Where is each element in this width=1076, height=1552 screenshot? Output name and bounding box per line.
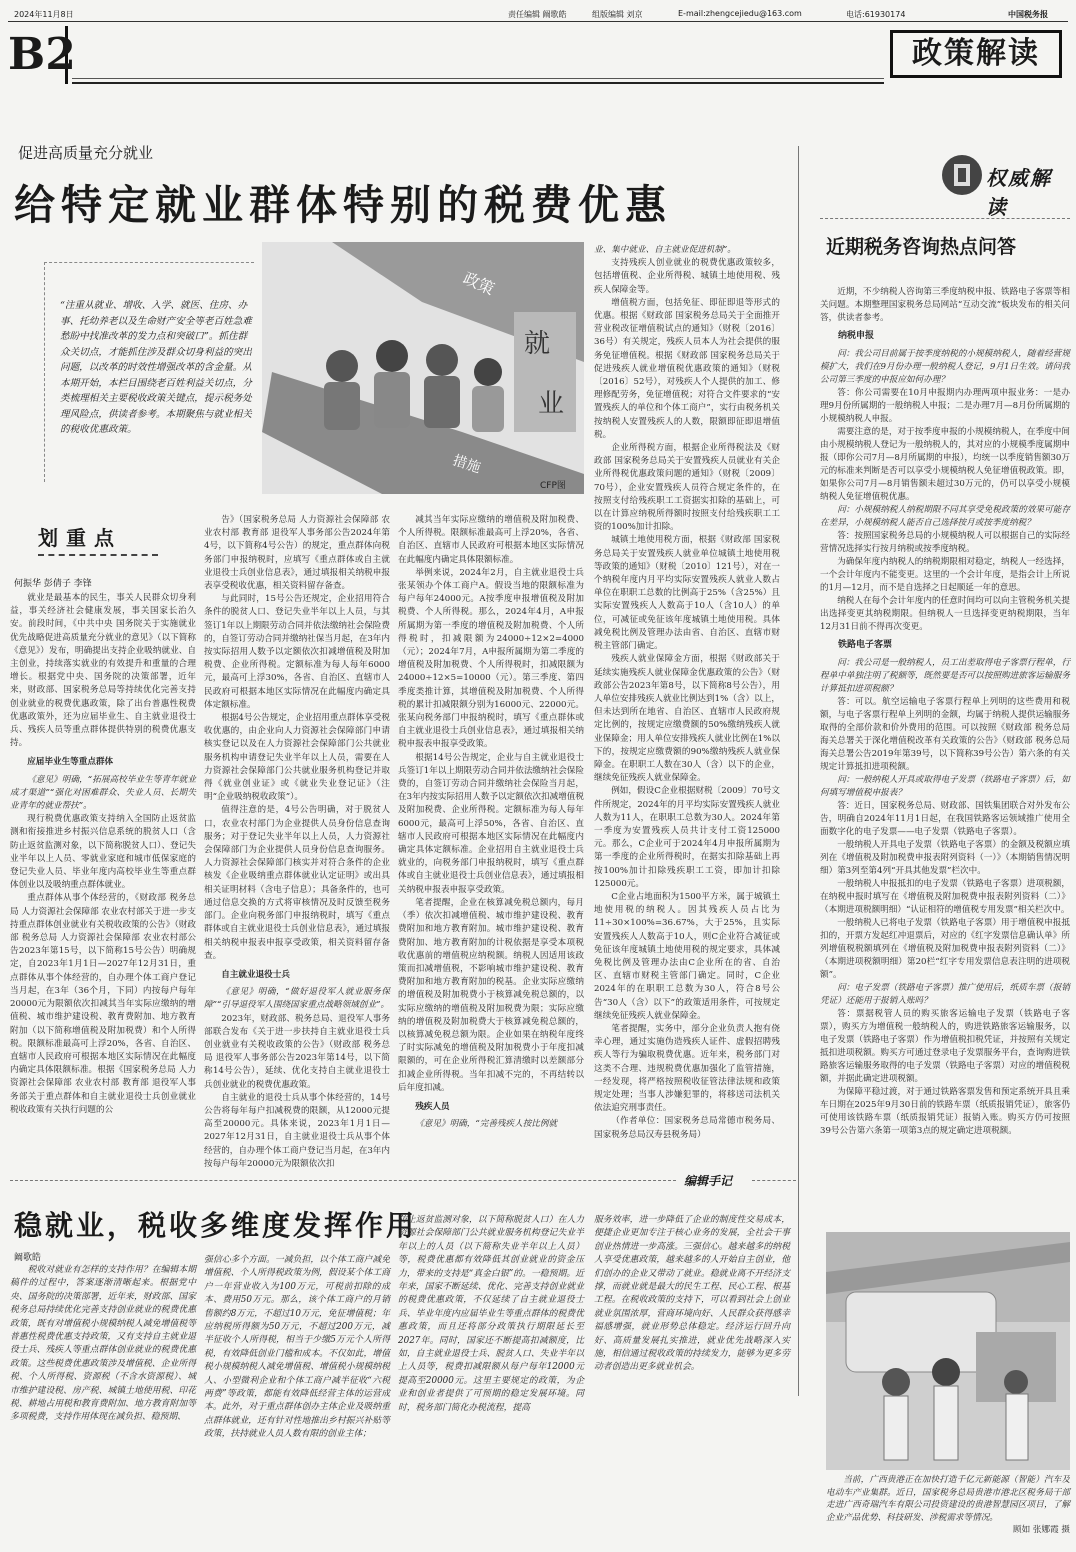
image-credit: CFP图	[540, 481, 566, 491]
answer: 纳税人在每个会计年度内的任意时间均可以向主管税务机关提出选择变更其纳税期限。但纳税人一旦选择变更纳税期限，当年12月31日前不得再次变更。	[820, 596, 1070, 632]
article-byline: 何振华 彭倩子 李锋	[14, 579, 92, 589]
editor-note-headline: 稳就业，税收多维度发挥作用	[14, 1209, 418, 1242]
column-intro-quote: “注重从就业、增收、入学、就医、住房、办事、托幼养老以及生命财产安全等老百姓急难愁盼中找准改革的发力点和突破口”。抓住群众关切点，才能抓住涉及群众切身利益的突出问题，以改革的时效性增强改革的含金量。从本期开始，本栏目围绕老百姓利益关切点，分类梳理相关主要税收政策关键点，提示税务处理风险点，供读者参考。本期聚焦与就业相关的税收优惠政策。	[60, 300, 252, 435]
authority-logo-text: 权威解读	[986, 166, 1052, 219]
sidebar-rule	[820, 218, 1070, 219]
editor-note-column-1	[10, 1264, 196, 1548]
header-rule-thin	[72, 78, 884, 79]
subheading: 残疾人员	[415, 1101, 450, 1112]
qa-section-heading: 纳税申报	[838, 331, 875, 341]
answer: 为确保年度内纳税人的纳税期限相对稳定，纳税人一经选择，一个会计年度内不能变更。这里的一个会计年度，是指会计上所说的1月—12月，而不是自选择之日起顺延一年的意思。	[820, 557, 1070, 593]
question: 问：电子发票（铁路电子客票）推广使用后，纸质车票（报销凭证）还能用于报销入账吗？	[820, 983, 1070, 1006]
label-jiu: 就	[524, 329, 551, 359]
paragraph: 强信心多个方面。一减负担，以个体工商户减免增值税、个人所得税政策为例，假设某个体工商户一年营业收入为100万元，可税前扣除的成本、费用50万元。那么，该个体工商户的月销售额约8万元，不超过10万元，免征增值税；年应纳税所得额为50万元，不超过200万元，减半征收个人所得税，相当于少缴5万元个人所得税，有效降低创业门槛和成本。不仅如此，增值税小规模纳税人减免增值税、增值税小规模纳税人、小型微利企业和个体工商户减半征收“六税两费”等政策，都能有效降低经营主体的运营成本。此外，对于重点群体创办主体企业及吸纳重点群体就业，还有针对性地推出乡村振兴补贴等政策，扶持就业人员人数有限的创业主体；	[204, 1255, 390, 1440]
photo-caption-block	[826, 1474, 1070, 1548]
label-policy: 政策	[460, 268, 498, 299]
paragraph: 企业所得税方面，根据企业所得税法及《财政部 国家税务总局关于安置残疾人员就业有关企业所得税优惠政策问题的通知》（财税〔2009〕70号），企业安置残疾人员符合规定条件的，在按照支付给残疾职工工资据实扣除的基础上，可以在计算应纳税所得额时按照支付给残疾职工工资的100%加计扣除。	[594, 443, 780, 533]
paragraph: 减其当年实际应缴纳的增值税及附加税费、个人所得税。限额标准最高可上浮20%，各省、自治区、直辖市人民政府可根据本地区实际情况在此幅度内确定具体限额标准。	[398, 515, 584, 565]
quote-paragraph: 业、集中就业、自主就业促进机制”。	[594, 245, 736, 255]
paper-name: 中国税务报	[1008, 10, 1048, 19]
quote-paragraph: 《意见》明确，“拓展高校毕业生等青年就业成才渠道”“强化对困难群众、失业人员、长期失业青年的就业帮扶”。	[10, 774, 196, 812]
quote-paragraph: 《意见》明确，“完善残疾人按比例就	[415, 1119, 558, 1130]
authority-logo	[940, 152, 1070, 219]
subheading: 自主就业退役士兵	[221, 969, 290, 980]
contact-email: E-mail:zhengcejiedu@163.com	[678, 9, 802, 18]
paragraph: 现行税费优惠政策支持纳入全国防止返贫监测和衔接推进乡村振兴信息系统的脱贫人口（含防止返贫监测对象，以下简称脱贫人口）、登记失业半年以上人员、零就业家庭和城市低保家庭的登记失业人员、毕业年度内高校毕业生等重点群体创业以及吸纳重点群体就业。	[10, 814, 196, 891]
paragraph: 告》（国家税务总局 人力资源社会保障部 农业农村部 教育部 退役军人事务部公告2024年第4号，以下简称4号公告）的规定，重点群体向税务部门申报纳税时，应填写《重点群体或自主就业退役士兵创业信息表》，通过填报相关纳税申报表享受税收优惠，相关资料留存备查。	[204, 515, 390, 592]
editor-note-label: 编辑手记	[684, 1174, 733, 1188]
illustration-graphic	[262, 242, 584, 494]
question: 问：一般纳税人开具或取得电子发票（铁路电子客票）后，如何填写增值税申报表？	[820, 775, 1070, 798]
answer: 需要注意的是，对于按季度申报的小规模纳税人，在季度中间由小规模纳税人登记为一般纳税人的，其对应的小规模季度属期申报（即你公司7月—8月所属期的申报），均统一以季度销售额30万元的标准来判断是否可以享受小规模纳税人免征增值税政策。即，如果你公司7月—8月销售额未超过30万元的，仍可以享受小规模纳税人免征增值税优惠。	[820, 427, 1070, 502]
paragraph: 举例来说，2024年2月，自主就业退役士兵张某领办个体工商户A。假设当地的限额标准为每户每年24000元。A按季度申报增值税及附加税费、个人所得税。那么，2024年4月，A申报所属期为第一季度的增值税及附加税费、个人所得税时，扣减限额为24000÷12×2=4000（元）；2024年7月，A申报所属期为第二季度的增值税及附加税费、个人所得税时，扣减限额为24000÷12×5=10000（元）。第三季度、第四季度类推计算，其增值税及附加税费、个人所得税的累计扣减限额分别为16000元、22000元。张某向税务部门申报纳税时，填写《重点群体或自主就业退役士兵创业信息表》，通过填报相关纳税申报表申报享受政策。	[398, 567, 584, 750]
quote-paragraph: 《意见》明确，“做好退役军人就业服务保障”“引导退役军人围绕国家重点战略领域创业”。	[204, 987, 390, 1011]
paragraph: 与此同时，15号公告还规定，企业招用符合条件的脱贫人口、登记失业半年以上人员，与其签订1年以上期限劳动合同并依法缴纳社会保险费的，自签订劳动合同并缴纳社保当月起，在3年内按实际招用人数予以定额依次扣减增值税及附加税费、企业所得税。定额标准为每人每年6000元，最高可上浮30%，各省、自治区、直辖市人民政府可根据本地区实际情况在此幅度内确定具体定额标准。	[204, 594, 390, 710]
paragraph: 笔者提醒，实务中，部分企业负责人抱有侥幸心理，通过实施伪造残疾人证件、虚假招聘残疾人等行为骗取税费优惠。近年来，税务部门对这类不合理、违规税费优惠加强化了监管措施，一经发现，将严格按照税收征管法律法规和政策规定处理；当事人涉嫌犯罪的，将移送司法机关依法追究刑事责任。	[594, 1023, 780, 1114]
author-affiliation: （作者单位：国家税务总局常德市税务局、国家税务总局汉寿县税务局）	[594, 1116, 780, 1140]
qa-section-heading: 铁路电子客票	[838, 640, 893, 650]
sidebar-qa-column	[820, 286, 1070, 1224]
article-headline: 给特定就业群体特别的税费优惠	[14, 181, 672, 229]
question: 问：小规模纳税人纳税期限不同其享受免税政策的效果可能存在差异，小规模纳税人能否自己选择按月或按季度纳税？	[820, 505, 1070, 528]
header-rule	[72, 82, 884, 84]
answer: 一般纳税人已将电子发票（铁路电子客票）用于增值税申报抵扣的，开票方发起红冲退票后，对应的《红字发票信息确认单》所列增值税税额填列在《增值税及附加税费申报表附列资料（二）》（本期进项税额明细）第20栏“红字专用发票信息表注明的进项税额”。	[820, 918, 1070, 980]
paragraph: 自主就业的退役士兵从事个体经营的，14号公告将每年每户扣减税费的限额，从12000元提高至20000元。具体来说，2023年1月1日—2027年12月31日，自主就业退役士兵从事个体经营的，自办理个体工商户登记当月起，在3年内按每户每年20000元为限额依次扣	[204, 1092, 390, 1169]
editor-note-byline: 阚歌皓	[14, 1253, 42, 1263]
editor-note-column-2	[204, 1254, 390, 1548]
photo-caption: 当前，广西贵港正在加快打造千亿元新能源（智能）汽车及电动车产业集群。近日，国家税务总局贵港市港北区税务局干部走进广西奇瑞汽车有限公司投资建设的贵港智慧园区项目，了解企业产品优势、科技研发、涉税需求等情况。	[826, 1475, 1070, 1523]
paragraph: 值得注意的是，4号公告明确，对于脱贫人口，农业农村部门为企业提供人员身份信息查询服务；对于登记失业半年以上人员，人力资源社会保障部门为企业提供人员身份信息查询服务。人力资源社会保障部门核实并对符合条件的企业核发《企业吸纳重点群体就业认定证明》或出具相关证明材料（含电子信息）；具备条件的，也可通过信息交换的方式将审核情况及时反馈至税务部门。企业向税务部门申报纳税时，填写《重点群体或自主就业退役士兵创业信息表》，通过填报相关纳税申报表申报享受政策，相关资料留存备查。	[204, 805, 390, 961]
label-measures: 措施	[450, 452, 483, 477]
editor-note-rule-left	[10, 1180, 676, 1181]
page-number: B2	[8, 26, 68, 84]
paragraph: 残疾人就业保障金方面，根据《财政部关于延续实施残疾人就业保障金优惠政策的公告》（财政部公告2023年第8号，以下简称8号公告），用人单位安排残疾人就业比例达到1%（含）以上，但未达到所在地省、自治区、直辖市人民政府规定比例的，按规定应缴费额的50%缴纳残疾人就业保障金；用人单位安排残疾人就业比例在1%以下的，按规定应缴费额的90%缴纳残疾人就业保障金。在职职工人数在30人（含）以下的企业，继续免征残疾人就业保障金。	[594, 654, 780, 784]
paragraph: 笔者提醒，企业在核算减免税总额内，每月（季）依次扣减增值税、城市维护建设税、教育费附加和地方教育附加。城市维护建设税、教育费附加、地方教育附加的计税依据是享受本项税收优惠前的增值税应纳税额。纳税人因适用该政策而扣减增值税，不影响城市维护建设税、教育费附加和地方教育附加的税基。企业实际应缴纳的增值税及附加税费小于核算减免税总额的，以实际应缴纳的增值税及附加税费为限；实际应缴纳的增值税及附加税费大于核算减免税总额的，以核算减免税总额为限。企业如果在纳税年度终了时实际减免的增值税及附加税费小于年度扣减限额的，可在企业所得税汇算清缴时以差额部分扣减企业所得税。当年扣减不完的，不再结转以后年度扣减。	[398, 897, 584, 1093]
label-ye: 业	[538, 389, 565, 419]
responsible-editor: 责任编辑 阚歌皓	[508, 10, 567, 19]
section-title: 政策解读	[890, 30, 1062, 78]
answer: 答：票据税管人员的购买旅客运输电子发票（铁路电子客票），购买方为增值税一般纳税人的，购进铁路旅客运输服务，以电子发票（铁路电子客票）作为增值税扣税凭证，并按照有关规定抵扣进项税额。购买方可通过登录电子发票服务平台，查询购进铁路旅客运输服务取得的电子发票（铁路电子客票）对应的增值税税额，并据此确定进项税额。	[820, 1009, 1070, 1084]
paragraph: 服务效率，进一步降低了企业的制度性交易成本，便捷企业更加专注于核心业务的发展，全社会干事创业热情进一步高涨。三强信心。越来越多的纳税人享受优惠政策，越来越多的人开始自主创业，他们创办的企业又带动了就业。稳就业离不开经济支撑，而就业就是最大的民生工程、民心工程、根基工程。在税收政策的支持下，可以看到社会上创业就业氛围浓厚，营商环境向好、人民群众获得感幸福感增强，就业形势总体稳定。经济运行回升向好、高质量发展扎实推进，就业优先战略深入实施，相信通过税收政策的持续发力，能够为更多劳动者创造出更多就业机会。	[594, 1215, 790, 1373]
paragraph: 支持残疾人创业就业的税费优惠政策较多，包括增值税、企业所得税、城镇土地使用税、残疾人保障金等。	[594, 258, 780, 295]
answer: 答：你公司需要在10月申报期内办理两项申报业务：一是办理9月份所属期的一般纳税人申报；二是办理7月—8月份所属期的小规模纳税人申报。	[820, 388, 1070, 424]
paragraph: 根据14号公告规定，企业与自主就业退役士兵签订1年以上期限劳动合同并依法缴纳社会保险费的，自签订劳动合同并缴纳社会保险当月起，在3年内按实际招用人数予以定额依次扣减增值税及附加税费、企业所得税。定额标准为每人每年6000元，最高可上浮50%，各省、自治区、直辖市人民政府可根据本地区实际情况在此幅度内确定具体定额标准。企业招用自主就业退役士兵就业的，向税务部门申报纳税时，填写《重点群体或自主就业退役士兵创业信息表》，通过填报相关纳税申报表申报享受政策。	[398, 752, 584, 895]
answer: 答：近日，国家税务总局、财政部、国铁集团联合对外发布公告，明确自2024年11月1日起，在我国铁路客运领域推广使用全面数字化的电子发票——电子发票（铁路电子客票）。	[820, 801, 1070, 837]
issue-date: 2024年11月8日	[14, 10, 74, 19]
answer: 一般纳税人申报抵扣的电子发票（铁路电子客票）进项税额，在纳税申报时填写在《增值税及附加税费申报表附列资料（二）》（本期进项税额明细）“认证相符的增值税专用发票”相关栏次中。	[820, 879, 1070, 915]
paragraph: 重点群体从事个体经营的，《财政部 税务总局 人力资源社会保障部 农业农村部关于进一步支持重点群体创业就业有关税收政策的公告》（财政部 税务总局 人力资源社会保障部 农业农村部公告2023年第15号，以下简称15号公告）明确规定，自2023年1月1日—2027年12月31日，重点群体从事个体经营的，自办理个体工商户登记当月起，在3年（36个月，下同）内按每户每年20000元为限额依次扣减其当年实际应缴纳的增值税、城市维护建设税、教育费附加、地方教育附加（以下简称增值税及附加税费）和个人所得税。限额标准最高可上浮20%，各省、自治区、直辖市人民政府可根据本地区实际情况在此幅度内确定具体限额标准。根据《国家税务总局 人力资源社会保障部 农业农村部 教育部 退役军人事务部关于重点群体和自主就业退役士兵创业就业税收政策有关执行问题的公	[10, 893, 196, 1115]
photo-credit: 顾如 张娜霞 摄	[1012, 1525, 1070, 1535]
editor-note-column-4	[594, 1214, 790, 1548]
article-column-2	[204, 514, 390, 1169]
paragraph: 增值税方面，包括免征、即征即退等形式的优惠。根据《财政部 国家税务总局关于全面推开营业税改征增值税试点的通知》（财税〔2016〕36号）有关规定，残疾人员本人为社会提供的服务免征增值税。根据《财政部 国家税务总局关于促进残疾人就业增值税优惠政策的通知》（财税〔2016〕52号），对残疾人个人提供的加工、修理修配劳务，免征增值税；对符合文件要求的“安置残疾人的单位和个体工商户”，实行由税务机关按纳税人安置残疾人的人数，限额即征即退增值税。	[594, 297, 780, 440]
answer: 答：可以。航空运输电子客票行程单上列明的这些费用和税额，与电子客票行程单上列明的金额，均属于纳税人提供运输服务取得的全部价款和价外费用的范围。可以按照《财政部 税务总局 海关总署关于深化增值税改革有关政策的公告》（财政部 税务总局 海关总署公告2019年第39号，以下简称39号公告）第六条的有关规定计算抵扣进项税额。	[820, 697, 1070, 772]
layout-editor: 组版编辑 刘京	[592, 10, 643, 19]
article-column-1	[10, 592, 196, 1154]
editor-note-column-3	[398, 1214, 584, 1548]
paragraph: 根据4号公告规定，企业招用重点群体享受税收优惠的，由企业向人力资源社会保障部门申请核实登记以及在人力资源社会保障部门公共就业服务机构申请登记失业半年以上人员，需要在人力资源社会保障部门公共就业服务机构登记并取得《就业创业证》或《就业失业登记证》（注明“企业吸纳税收政策”）。	[204, 713, 390, 803]
question: 问：我公司是一般纳税人，员工出差取得电子客票行程单，行程单中单独注明了税额等，既然要是否可以按照购进旅客运输服务计算抵扣进项税额？	[820, 658, 1070, 694]
subheading: 应届毕业生等重点群体	[27, 757, 114, 768]
news-photo	[826, 1232, 1070, 1470]
sidebar-intro: 近期，不少纳税人咨询第三季度纳税申报、铁路电子客票等相关问题。本期整理国家税务总局网站“互动交流”板块发布的相关问答，供读者参考。	[820, 287, 1070, 323]
article-column-3	[398, 514, 584, 1154]
article-kicker: 促进高质量充分就业	[18, 144, 154, 162]
editor-note-rule-right	[752, 1180, 796, 1181]
contact-phone: 电话:61930174	[846, 10, 906, 19]
answer: 为保障平稳过渡，对于通过铁路客票发售和预定系统开具且乘车日期在2025年9月30日前的铁路车票（纸质报销凭证），旅客仍可使用该铁路车票（纸质报销凭证）报销入账。购买方仍可按照39号公告第六条第一项第3点的规定确定进项税额。	[820, 1087, 1070, 1136]
answer: 答：按照国家税务总局的小规模纳税人可以根据自己的实际经营情况选择实行按月纳税或按季度纳税。	[820, 531, 1070, 554]
top-info-bar	[8, 6, 1068, 22]
paragraph: 税收对就业有怎样的支持作用？在编辑本期稿件的过程中，答案逐渐清晰起来。根据党中央、国务院的决策部署，近年来，财政部、国家税务总局持续优化完善支持创业就业的税费优惠政策，既有对增值税小规模纳税人减免增值税等普惠性税费优惠支持政策，又有支持自主就业退役士兵、残疾人等重点群体创业就业的税费优惠政策。这些税费优惠政策涉及增值税、企业所得税、个人所得税、资源税（不含水资源税）、城市维护建设税、房产税、城镇土地使用税、印花税、耕地占用税和教育费附加、地方教育附加等多项税费，支持作用体现在减负担、稳预期、	[10, 1265, 196, 1423]
paragraph: 防止返贫监测对象，以下简称脱贫人口）在人力资源社会保障部门公共就业服务机构登记失业半年以上的人员（以下简称失业半年以上人员）等，税费优惠都有效降低其创业就业的资金压力，带来的支持是“真金白银”的。一稳预期。近年来，国家不断延续、优化、完善支持创业就业的税费优惠政策，不仅延续了自主就业退役士兵、毕业年度内应届毕业生等重点群体的税费优惠政策，而且还将部分政策执行期限延长至2027年。同时，国家还不断提高扣减额度，比如，自主就业退役士兵、脱贫人口、失业半年以上人员等，税费扣减限额从每户每年12000元提高至20000元。这里主要规定的政策，为企业和创业者提供了可预期的稳定发展环境。同时，税务部门简化办税流程，提高	[398, 1215, 584, 1413]
factory-photo-graphic	[826, 1232, 1070, 1470]
article-illustration	[262, 242, 584, 494]
question: 问：我公司目前属于按季度纳税的小规模纳税人，随着经营规模扩大，我们在9月份办理一般纳税人登记，9月1日生效。请问我公司第三季度的申报应如何办理？	[820, 349, 1070, 385]
article-column-4	[594, 244, 780, 1154]
paragraph: 例如，假设C企业根据财税〔2009〕70号文件所规定，2024年的月平均实际安置残疾人就业人数为11人，在职职工总数为30人。2024年第一季度为安置残疾人员共计支付工资125000元。那么，C企业可于2024年4月申报所属期为第一季度的企业所得税时，在据实扣除基础上再按100%加计扣除残疾职工工资，即加计扣除125000元。	[594, 786, 780, 889]
paragraph: C企业占地面积为1500平方米，属于城镇土地使用税的纳税人。因其残疾人员占比为11÷30×100%=36.67%，大于25%，且实际安置残疾人人数高于10人，则C企业符合减征或免征该年度城镇土地使用税的规定要求，具体减免税比例及管理办法由C企业所在的省、自治区、直辖市财税主管部门确定。同时，C企业2024年的在职职工总数为30人，符合8号公告“30人（含）以下”的政策适用条件，可按规定继续免征残疾人就业保障金。	[594, 891, 780, 1021]
paragraph: 城镇土地使用税方面，根据《财政部 国家税务总局关于安置残疾人就业单位城镇土地使用税等政策的通知》（财税〔2010〕121号），对在一个纳税年度内月平均实际安置残疾人就业人数占单位在职职工总数的比例高于25%（含25%）且实际安置残疾人人数高于10人（含10人）的单位，可减征或免征该年度城镇土地使用税。具体减免税比例及管理办法由省、自治区、直辖市财税主管部门确定。	[594, 535, 780, 652]
answer: 一般纳税人开具电子发票（铁路电子客票）的金额及税额应填列在《增值税及附加税费申报表附列资料（一）》（本期销售情况明细）第3列至第4列“开具其他发票”栏次中。	[820, 840, 1070, 876]
paragraph: 就业是最基本的民生，事关人民群众切身利益，事关经济社会健康发展，事关国家长治久安。前段时间，《中共中央 国务院关于实施就业优先战略促进高质量充分就业的意见》（以下简称《意见》）发布，明确提出支持企业吸纳就业、自主创业，持续落实就业的有效提升和重量的合理增长。根据党中央、国务院的决策部署，近年来，财政部、国家税务总局等持续优化完善支持创业就业的税费优惠政策，除了出台普惠性税费优惠政策外，还为应届毕业生、自主就业退役士兵、残疾人员等重点群体提供特别的税费优惠支持。	[10, 593, 196, 749]
sidebar-divider	[798, 146, 799, 1396]
sidebar-title: 近期税务咨询热点问答	[826, 236, 1017, 258]
highlights-stamp: 划重点	[38, 522, 158, 556]
paragraph: 2023年，财政部、税务总局、退役军人事务部联合发布《关于进一步扶持自主就业退役士兵创业就业有关税收政策的公告》（财政部 税务总局 退役军人事务部公告2023年第14号，以下简称14号公告），延续、优化支持自主就业退役士兵创业就业的税费优惠政策。	[204, 1013, 390, 1090]
